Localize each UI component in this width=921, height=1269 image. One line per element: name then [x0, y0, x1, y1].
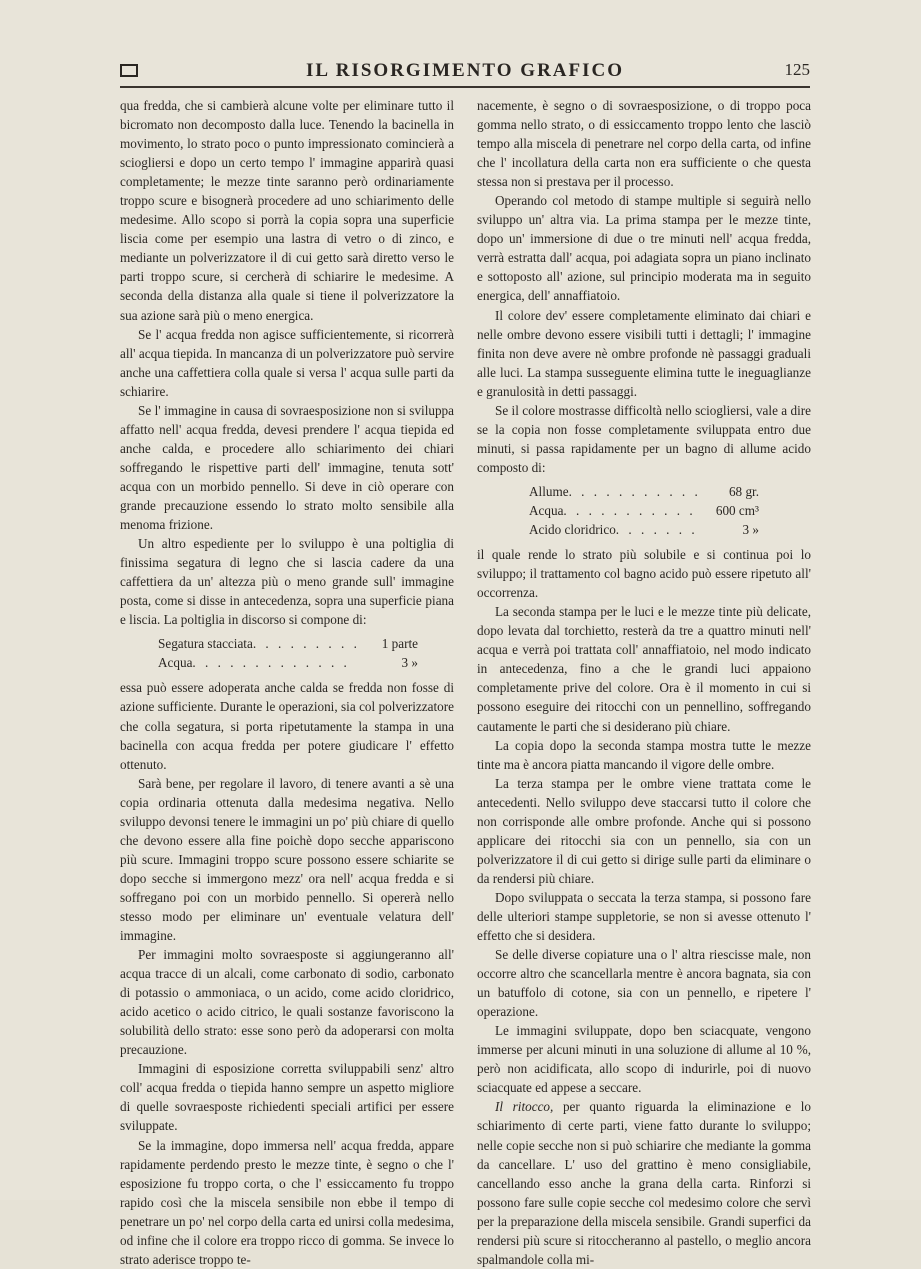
recipe-table: [529, 482, 759, 539]
italic-heading: Il ritocco,: [495, 1099, 554, 1115]
paragraph: Se l' acqua fredda non agisce sufficientemente, si ricorrerà all' acqua tiepida. In mancanza di un polverizzatore può servire anche una caffettiera colla quale si versa l' acqua sulle parti da schiarire.: [120, 326, 454, 399]
ingredient-quantity: 3 »: [742, 522, 759, 538]
right-column: [477, 96, 811, 1269]
ingredient-name: Acido cloridrico: [529, 522, 616, 538]
paragraph: Dopo sviluppata o seccata la terza stampa, si possono fare delle ulteriori stampe suppletorie, se non si avesse ottenuto l' effetto che si desidera.: [477, 889, 811, 944]
ingredient-name: Acqua: [158, 655, 193, 671]
paragraph: nacemente, è segno o di sovraesposizione, o di troppo poca gomma nello strato, o di essiccamento troppo lento che lasciò tempo alla miscela di penetrare nel corpo della carta, od infine che l' incollatura della carta non era sufficiente o che questa stessa non si prestava per il processo.: [477, 98, 811, 190]
paragraph: il quale rende lo strato più solubile e si continua poi lo sviluppo; il trattamento col bagno acido può essere ripetuto all' occorrenza.: [477, 547, 811, 601]
paragraph: Se l' immagine in causa di sovraesposizione non si sviluppa affatto nell' acqua fredda, devesi prendere l' acqua tiepida ed anche calda, e procedere allo schiarimento dei chiari soffregando le rispettive parti dell' immagine, tenuta sott' acqua con un morbido pennello. Si deve in ciò operare con grande precauzione essendo lo strato molto sensibile alla menoma frizione.: [120, 402, 454, 533]
paragraph: Per immagini molto sovraesposte si aggiungeranno all' acqua tracce di un alcali, come carbonato di sodio, carbonato di potassio o ammoniaca, o un acido, come acido cloridrico, acido acetico o acido citrico, le quali sostanze favoriscono la solubilità dello strato: esse sono però da adoperarsi con molta precauzione.: [120, 947, 454, 1058]
ingredient-name: Acqua: [529, 502, 564, 518]
paragraph: Le immagini sviluppate, dopo ben sciacquate, vengono immerse per alcuni minuti in una soluzione di allume al 10 %, però non acidificata, allo scopo di indurirle, poi di nuovo sciacquate ed appese a seccare.: [477, 1023, 811, 1096]
recipe-row: [158, 634, 418, 653]
paragraph: Operando col metodo di stampe multiple si seguirà nello sviluppo un' altra via. La prima stampa per le mezze tinte, dopo un' immersione di due o tre minuti nell' acqua fredda, verrà estratta dall' acqua, poi adagiata sopra un piano inclinato e sottoposto all' azione, sul principio moderata ma in seguito energica, dell' annaffiatoio.: [477, 193, 811, 304]
header-rule: [120, 86, 810, 88]
recipe-row: [158, 653, 418, 672]
ingredient-quantity: 3 »: [401, 655, 418, 671]
paragraph: La copia dopo la seconda stampa mostra tutte le mezze tinte ma è ancora piatta mancando il vigore delle ombre.: [477, 737, 811, 772]
paragraph: La seconda stampa per le luci e le mezze tinte più delicate, dopo levata dal torchietto, resterà da tre a quattro minuti nell' acqua e verrà poi trattata coll' annaffiatoio, nel modo indicato in antecedenza, fino a che le grandi luci appaiono completamente prive del colore. Ora è il momento in cui si possono eseguire dei ritocchi con un pennellino, soffregando cautamente le parti che si desiderano più chiare.: [477, 604, 811, 734]
paragraph: Se il colore mostrasse difficoltà nello sciogliersi, vale a dire se la copia non fosse completamente sviluppata entro due minuti, si passa rapidamente per un bagno di allume acido composto di:: [477, 402, 811, 475]
recipe-row: [529, 501, 759, 520]
paragraph-text: per quanto riguarda la eliminazione e lo schiarimento di certe parti, viene fatto durante lo sviluppo; nelle copie secche non si può schiarire che mediante la gomma da cancellare. L' uso del grattino è meno consigliabile, cancellando esso anche la grana della carta. Rinforzi si possono fare sulle copie secche col medesimo colore che servì per la preparazione della miscela sensibile. Grandi superfici da rendersi più scure si ritoccheranno al pastello, o meglio ancora spalmandole colla mi-: [477, 1099, 811, 1267]
paragraph: [477, 1097, 811, 1268]
ingredient-quantity: 68 gr.: [728, 483, 759, 499]
paragraph: Il colore dev' essere completamente eliminato dai chiari e nelle ombre devono essere visibili tutti i dettagli; l' immagine finita non deve avere nè ombre profonde nè passaggi graduali alle luci. La stampa susseguente elimina tutte le ineguaglianze e granulosità in detti passaggi.: [477, 307, 811, 399]
paragraph: Un altro espediente per lo sviluppo è una poltiglia di finissima segatura di legno che si lascia cadere da una caffettiera da un' altezza più o meno grande sull' immagine posta, come si disse in antecedenza, sopra una superficie piana e liscia. La poltiglia in discorso si compone di:: [120, 536, 454, 628]
recipe-row: [529, 520, 759, 539]
paragraph: Immagini di esposizione corretta sviluppabili senz' altro coll' acqua fredda o tiepida hanno sempre un aspetto migliore di quelle sovraesposte richiedenti speciali artifici per essere sviluppate.: [120, 1061, 454, 1134]
paragraph: qua fredda, che si cambierà alcune volte per eliminare tutto il bicromato non decomposto dalla luce. Tenendo la bacinella in movimento, lo strato poco o punto impressionato comincierà a sciogliersi e dopo un certo tempo l' immagine apparirà quasi completamente; le mezze tinte saranno però ordinariamente troppo scure e bisognerà procedere ad uno schiarimento delle medesime. Allo scopo si porrà la copia sopra una superficie liscia come per esempio una lastra di vetro o di zinco, e mediante un polverizzatore il di cui getto sarà diretto verso le parti troppo scure, si cercherà di schiarire le medesime. A seconda della distanza alla quale si tiene il polverizzatore la sua azione sarà più o meno energica.: [120, 98, 454, 323]
paragraph: Se delle diverse copiature una o l' altra riescisse male, non occorre altro che scancellarla mentre è ancora bagnata, sia con un batuffolo di cotone, sia con un pennello, e ripetere l' operazione.: [477, 947, 811, 1020]
page-header: [120, 58, 810, 88]
paragraph: essa può essere adoperata anche calda se fredda non fosse di azione sufficiente. Durante le operazioni, sia col polverizzatore che colla segatura, si porta ripetutamente la stampa in una bacinella con acqua fredda per potere giudicare l' effetto ottenuto.: [120, 680, 454, 772]
recipe-row: [529, 482, 759, 501]
ingredient-quantity: 600 cm³: [715, 502, 759, 518]
paragraph: Sarà bene, per regolare il lavoro, di tenere avanti a sè una copia ordinaria ottenuta dalla medesima negativa. Nello sviluppo devonsi tenere le immagini un po' più chiare di quello che devono essere alla fine poichè dopo secche appariscono più scure. Immagini troppo scure possono essere schiarite se dopo secche si immergono mezz' ora nell' acqua fredda e si soffregano poi con un morbido pennello. Si opererà nello stesso modo per eliminare un' eventuale velatura dell' immagine.: [120, 775, 454, 944]
paragraph: La terza stampa per le ombre viene trattata come le antecedenti. Nello sviluppo deve staccarsi tutto il colore che non corrisponde alle ombre profonde. Anche qui si possono applicare dei ritocchi sia con un pennello, sia con un polverizzatore il di cui getto si dirige sulle parti da eliminare o da rendersi più chiare.: [477, 775, 811, 886]
paragraph: Se la immagine, dopo immersa nell' acqua fredda, appare rapidamente perdendo presto le mezze tinte, è segno o che l' esposizione fu troppo corta, o che l' essiccamento fu troppo rapido così che la miscela sensibile non ebbe il tempo di penetrare un po' nel corpo della carta ed unirsi colla medesima, od infine che il colore era troppo ricco di gomma. Se invece lo strato aderisce troppo te-: [120, 1137, 454, 1267]
ingredient-quantity: 1 parte: [381, 636, 418, 652]
recipe-table: [158, 634, 418, 672]
running-title: IL RISORGIMENTO GRAFICO: [305, 60, 625, 81]
ingredient-name: Allume: [529, 483, 569, 499]
page-number: 125: [784, 60, 810, 79]
left-column: [120, 96, 454, 1269]
ingredient-name: Segatura stacciata: [158, 636, 253, 652]
